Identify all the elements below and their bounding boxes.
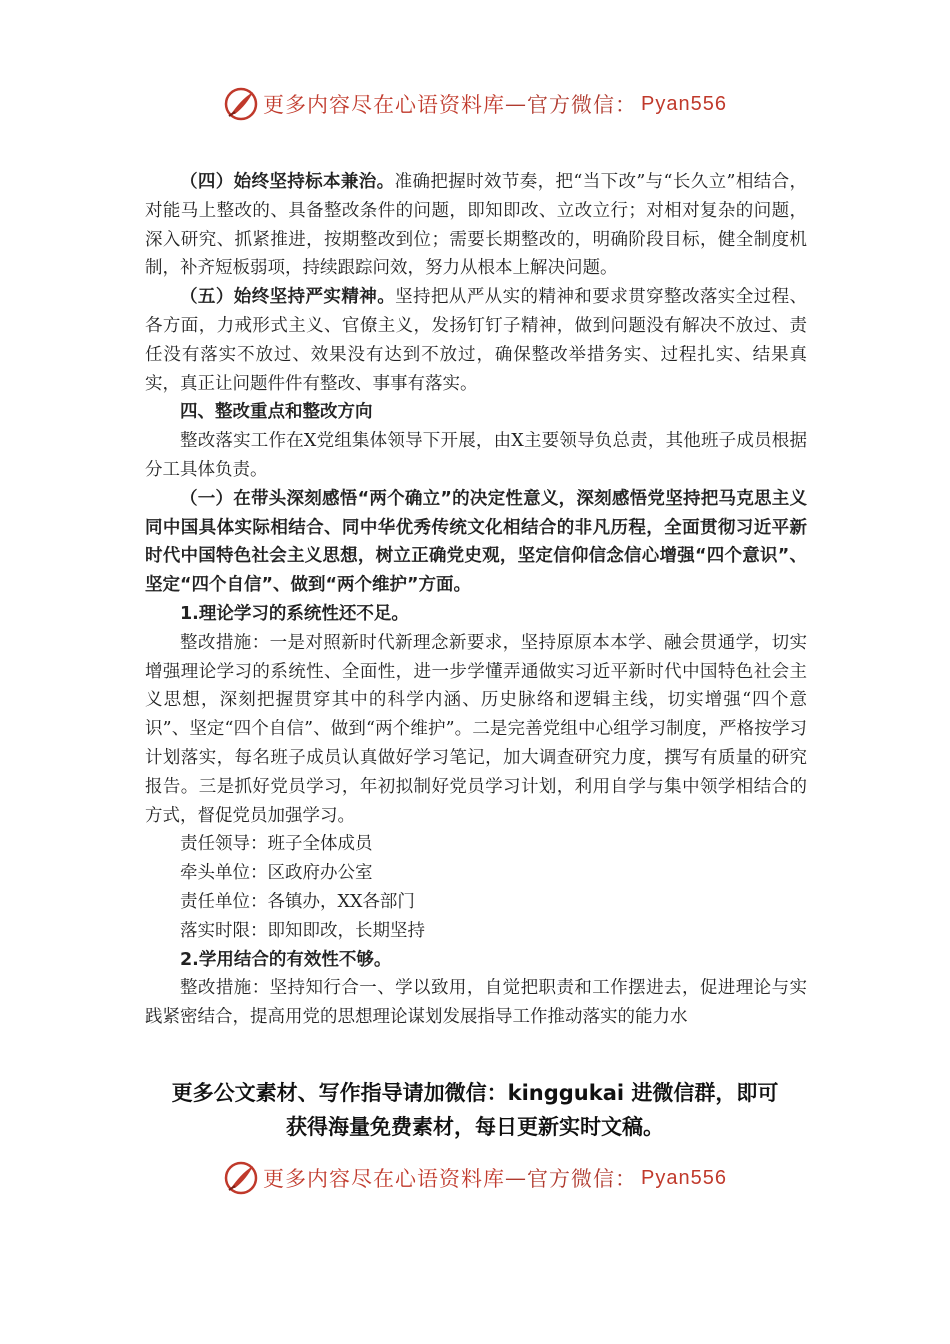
responsibility-line: 责任领导：班子全体成员 xyxy=(180,834,373,855)
subsection-heading: 1.理论学习的系统性还不足。 xyxy=(180,603,409,624)
promo-line-1: 更多公文素材、写作指导请加微信：kinggukai 进微信群，即可 xyxy=(171,1081,779,1105)
promo-notice xyxy=(120,1076,830,1144)
section-heading: 四、整改重点和整改方向 xyxy=(180,402,373,423)
responsible-unit-line: 责任单位：各镇办，XX各部门 xyxy=(180,891,415,912)
promo-line-2: 获得海量免费素材，每日更新实时文稿。 xyxy=(286,1115,664,1139)
paragraph-text: 坚持把从严从实的精神和要求贯穿整改落实全过程、各方面，力戒形式主义、官僚主义，发扬钉钉子精神，做到问题没有解决不放过、责任没有落实不放过、效果没有达到不放过，确保整改举措务实、过程扎实、结果真实，真正让问题件件有整改、事事有落实。 xyxy=(145,287,808,394)
deadline-line: 落实时限：即知即改，长期坚持 xyxy=(180,920,425,941)
header-banner xyxy=(0,84,950,124)
lead-unit-line: 牵头单位：区政府办公室 xyxy=(180,863,373,884)
banner-text: 更多内容尽在心语资料库 xyxy=(263,93,506,117)
banner-dash: — xyxy=(505,92,528,116)
paragraph xyxy=(145,168,807,283)
paragraph: 整改措施：一是对照新时代新理念新要求，坚持原原本本学、融会贯通学，切实增强理论学习的系统性、全面性，进一步学懂弄通做实习近平新时代中国特色社会主义思想，深刻把握贯穿其中的科学内涵、历史脉络和逻辑主线，切实增强“四个意识”、坚定“四个自信”、做到“两个维护”。二是完善党组中心组学习制度，严格按学习计划落实，每名班子成员认真做好学习笔记，加大调查研究力度，撰写有质量的研究报告。三是抓好党员学习，年初拟制好党员学习计划，利用自学与集中领学相结合的方式，督促党员加强学习。 xyxy=(145,632,807,826)
quill-pen-logo-icon xyxy=(223,1160,259,1196)
paragraph: 整改落实工作在X党组集体领导下开展，由X主要领导负总责，其他班子成员根据分工具体负责。 xyxy=(145,431,807,480)
banner-dash: — xyxy=(505,1166,528,1190)
banner-text: 更多内容尽在心语资料库 xyxy=(263,1167,506,1191)
banner-account: Pyan556 xyxy=(641,92,727,115)
quill-pen-logo-icon xyxy=(223,86,259,122)
bold-paragraph: （一）在带头深刻感悟“两个确立”的决定性意义，深刻感悟党坚持把马克思主义同中国具体实际相结合、同中华优秀传统文化相结合的非凡历程，全面贯彻习近平新时代中国特色社会主义思想，树立正确党史观，坚定信仰信念信心增强“四个意识”、坚定“四个自信”、做到“两个维护”方面。 xyxy=(145,488,807,596)
paragraph-lead: （四）始终坚持标本兼治。 xyxy=(180,172,395,192)
banner-tail: 官方微信： xyxy=(527,1167,638,1191)
paragraph-text: 准确把握时效节奏，把“当下改”与“长久立”相结合，对能马上整改的、具备整改条件的问题，即知即改、立改立行；对相对复杂的问题，深入研究、抓紧推进，按期整改到位；需要长期整改的，明确阶段目标，健全制度机制，补齐短板弱项，持续跟踪问效，努力从根本上解决问题。 xyxy=(145,172,807,279)
banner-tail: 官方微信： xyxy=(527,93,638,117)
document-body xyxy=(145,168,807,1032)
footer-banner xyxy=(0,1158,950,1198)
paragraph: 整改措施：坚持知行合一、学以致用，自觉把职责和工作摆进去，促进理论与实践紧密结合，提高用党的思想理论谋划发展指导工作推动落实的能力水 xyxy=(145,978,807,1028)
banner-account: Pyan556 xyxy=(641,1166,727,1189)
paragraph-lead: （五）始终坚持严实精神。 xyxy=(180,287,396,308)
paragraph xyxy=(145,283,807,398)
subsection-heading: 2.学用结合的有效性不够。 xyxy=(180,949,392,970)
